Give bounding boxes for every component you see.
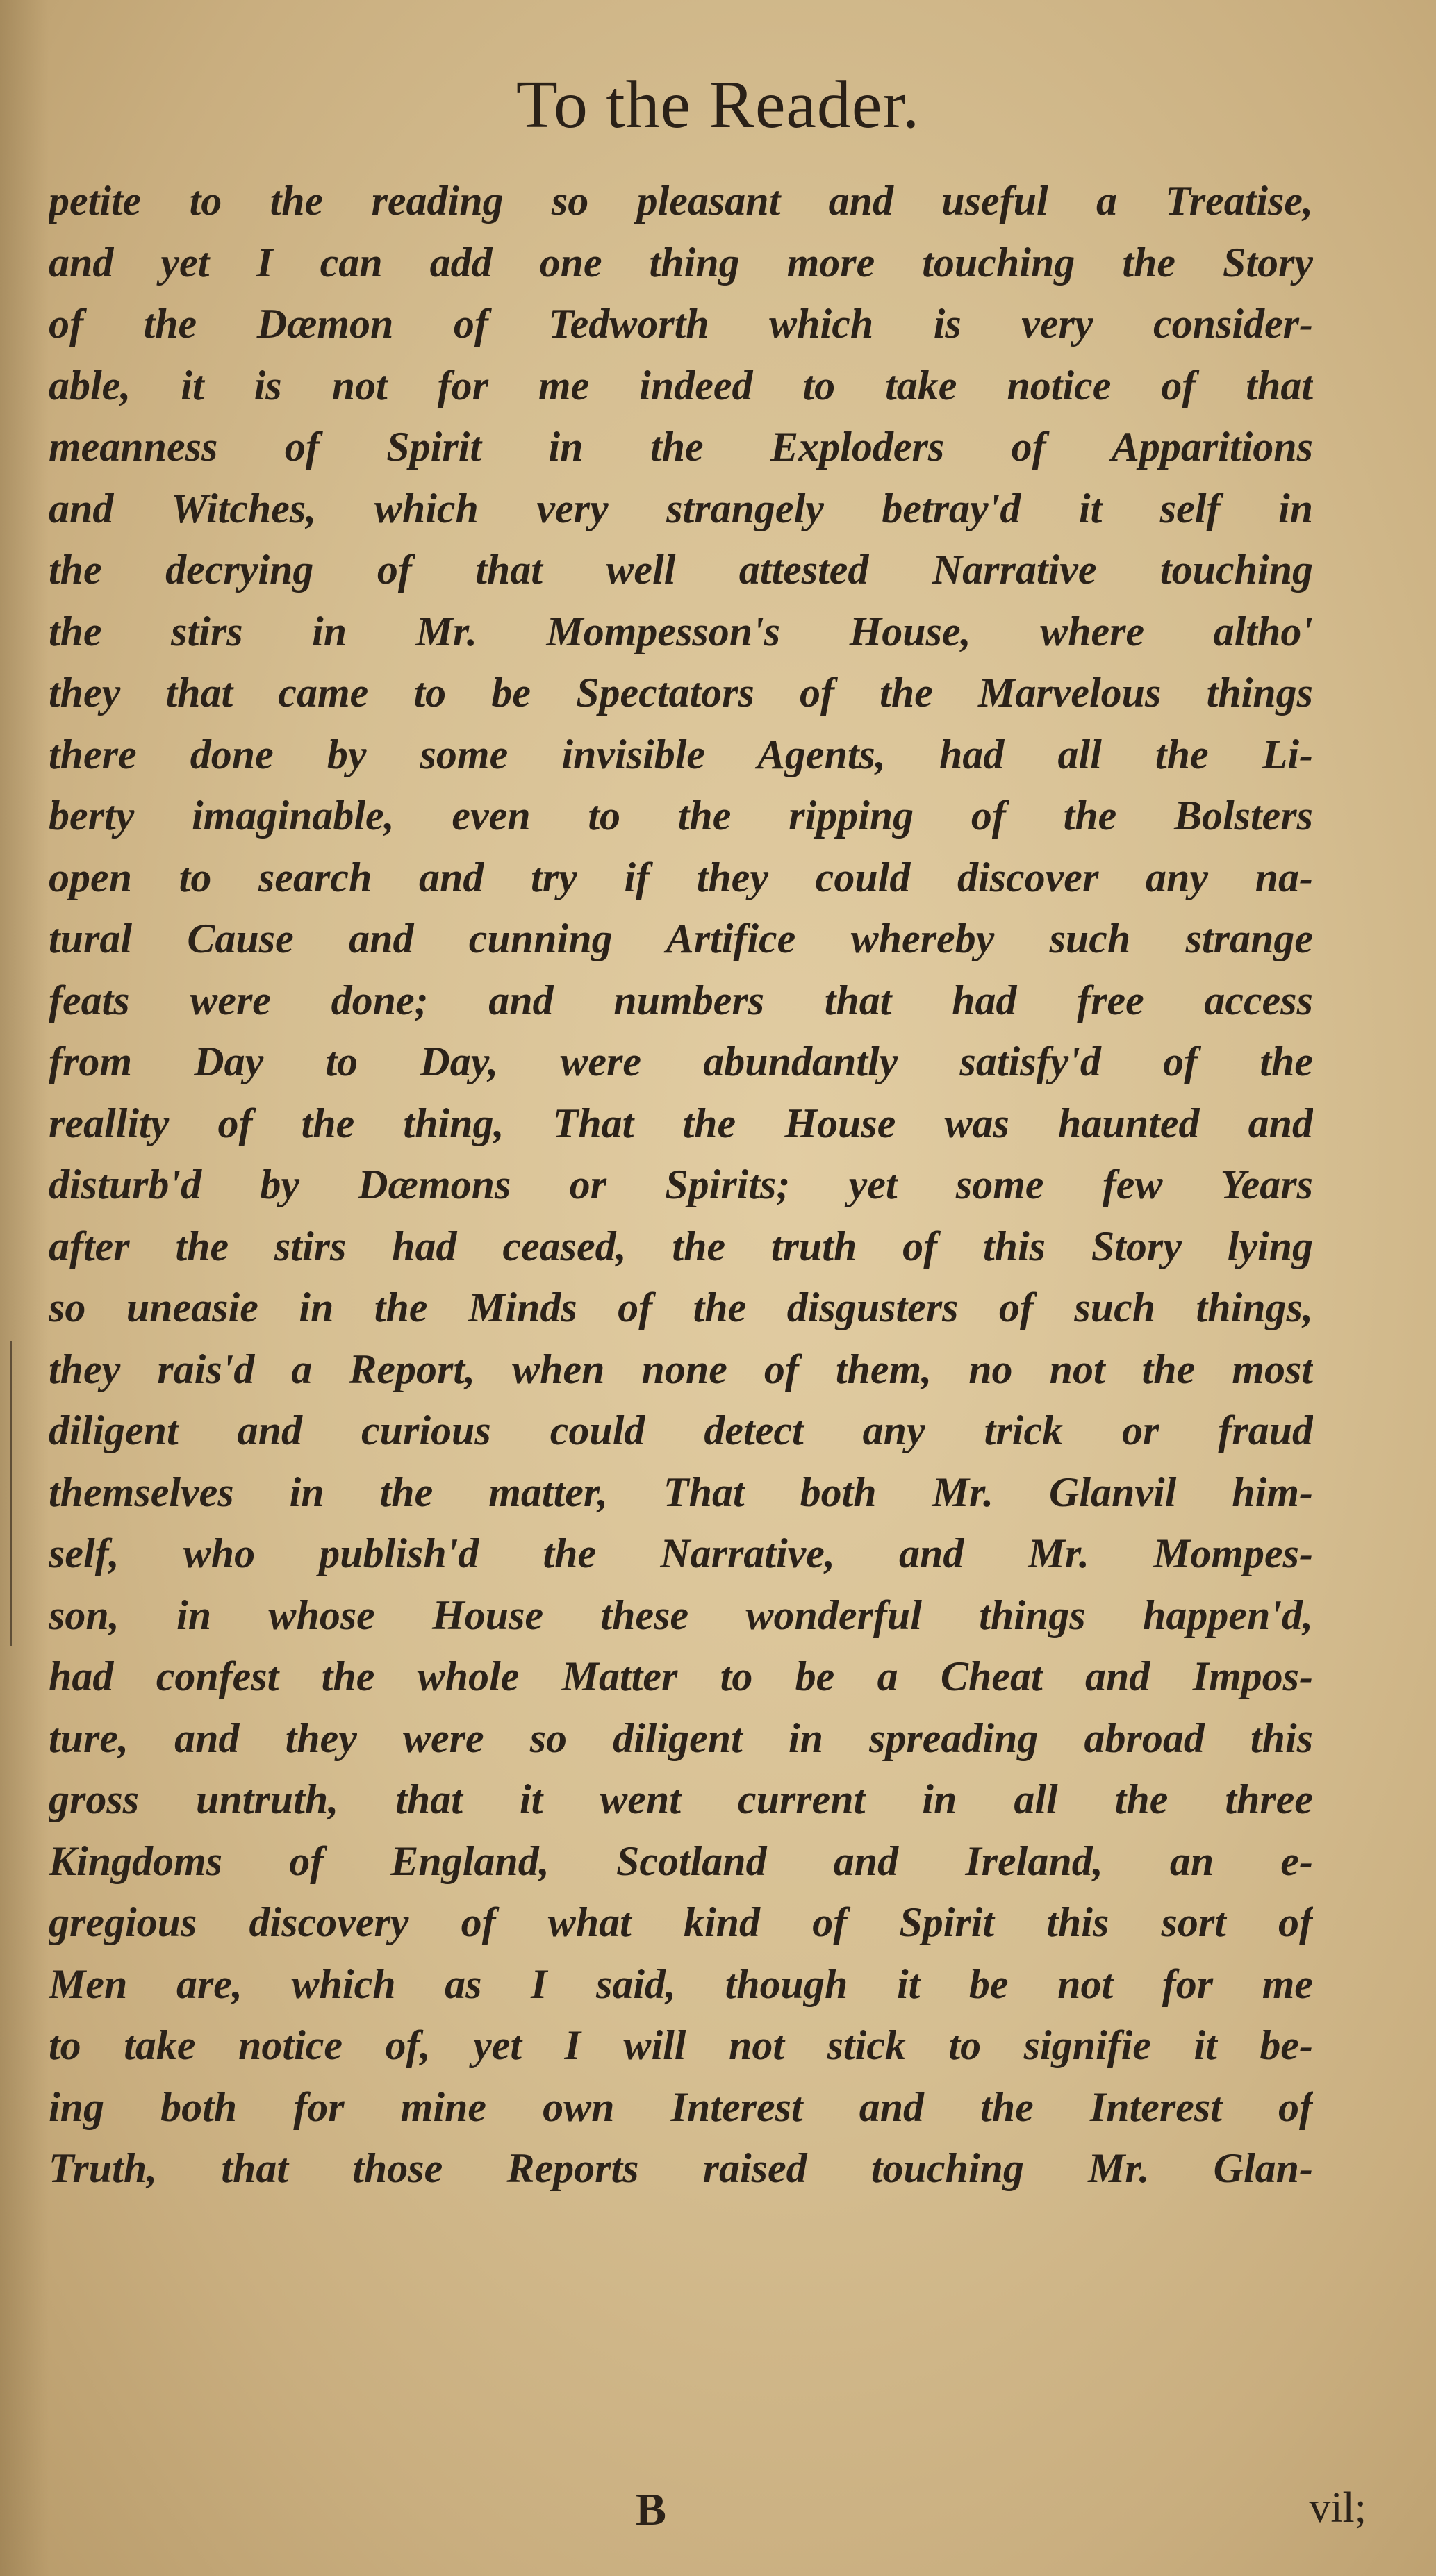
text-line: from Day to Day, were abundantly satisfy'd of the xyxy=(49,1039,1313,1084)
body-text xyxy=(49,170,1313,2199)
text-line: self, who publish'd the Narrative, and Mr. Mompes- xyxy=(49,1530,1313,1576)
text-line: Men are, which as I said, though it be not for me xyxy=(49,1960,1313,2007)
text-line: ture, and they were so diligent in spreading abroad this xyxy=(49,1715,1313,1761)
text-line: feats were done; and numbers that had free access xyxy=(49,977,1313,1023)
text-line: the stirs in Mr. Mompesson's House, where altho' xyxy=(49,608,1313,654)
catchword: vil; xyxy=(1309,2484,1367,2532)
text-line: Kingdoms of England, Scotland and Ireland, an e- xyxy=(49,1838,1313,1884)
margin-mark xyxy=(10,1341,12,1646)
text-line: open to search and try if they could discover any na- xyxy=(49,854,1313,900)
text-line: themselves in the matter, That both Mr. Glanvil him- xyxy=(49,1469,1313,1515)
text-line: meanness of Spirit in the Exploders of Apparitions xyxy=(49,424,1313,470)
text-line: son, in whose House these wonderful things happen'd, xyxy=(49,1592,1313,1638)
text-line: had confest the whole Matter to be a Cheat and Impos- xyxy=(49,1653,1313,1699)
text-line: they rais'd a Report, when none of them, no not the most xyxy=(49,1346,1313,1392)
text-line: diligent and curious could detect any trick or fraud xyxy=(49,1407,1313,1453)
text-line: the decrying of that well attested Narrative touching xyxy=(49,547,1313,593)
text-line: berty imaginable, even to the ripping of the Bolsters xyxy=(49,793,1313,839)
text-line: to take notice of, yet I will not stick to signifie it be- xyxy=(49,2022,1313,2068)
text-line: and yet I can add one thing more touching the Story xyxy=(49,239,1313,286)
text-line: and Witches, which very strangely betray'd it self in xyxy=(49,485,1313,531)
text-line: gross untruth, that it went current in all the three xyxy=(49,1776,1313,1822)
text-line: disturb'd by Dæmons or Spirits; yet some few Years xyxy=(49,1162,1313,1207)
text-line: able, it is not for me indeed to take notice of that xyxy=(49,362,1313,408)
text-line: there done by some invisible Agents, had all the Li- xyxy=(49,731,1313,777)
text-line: so uneasie in the Minds of the disgusters of such things, xyxy=(49,1285,1313,1330)
text-line: tural Cause and cunning Artifice whereby such strange xyxy=(49,916,1313,961)
gutter-shadow xyxy=(0,0,49,2576)
text-line: ing both for mine own Interest and the Interest of xyxy=(49,2083,1313,2130)
text-line: reallity of the thing, That the House was haunted and xyxy=(49,1100,1313,1146)
running-head: To the Reader. xyxy=(515,67,921,142)
text-line: gregious discovery of what kind of Spirit this sort of xyxy=(49,1899,1313,1945)
text-line: Truth, that those Reports raised touching Mr. Glan- xyxy=(49,2145,1313,2191)
signature-mark: B xyxy=(636,2484,667,2535)
text-line: of the Dæmon of Tedworth which is very consider- xyxy=(49,301,1313,347)
text-line: they that came to be Spectators of the Marvelous things xyxy=(49,670,1313,716)
text-line: after the stirs had ceased, the truth of this Story lying xyxy=(49,1223,1313,1269)
text-line: petite to the reading so pleasant and useful a Treatise, xyxy=(49,178,1313,224)
